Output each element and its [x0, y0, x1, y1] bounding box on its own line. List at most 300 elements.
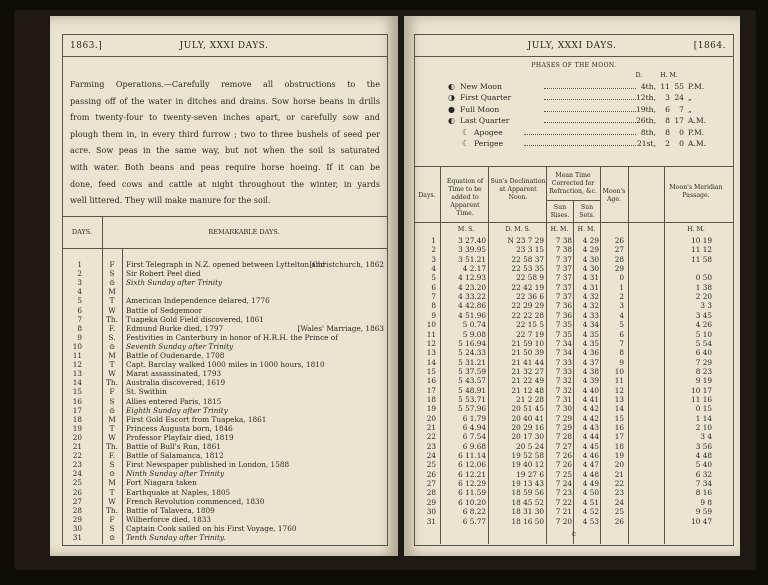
day-number: 10 [72, 341, 82, 351]
event-text: Battle of Salamanca, 1812 [126, 451, 224, 461]
sun-sets-cell: 4 32 [582, 301, 599, 311]
event-text: French Revolution commenced, 1830 [126, 496, 265, 506]
moon-phase-row [444, 128, 734, 139]
day-number: 22 [72, 451, 82, 461]
meridian-cell: 10 19 [691, 236, 712, 245]
weekday: ⊙ [108, 278, 116, 288]
moon-phase-hour: 6 [665, 104, 670, 114]
day-number: 31 [72, 533, 82, 542]
day-cell: 26 [426, 469, 436, 479]
meridian-cell: 2 10 [695, 423, 712, 432]
moon-phase-day: 26th, [635, 116, 656, 126]
sun-sets-cell: 4 40 [582, 385, 599, 395]
sun-sets-cell: 4 35 [582, 329, 599, 339]
declination-cell: 21 41 44 [511, 357, 544, 367]
farming-line: acre. Sow peas in the same way, but not when the soil is saturated [70, 145, 380, 156]
remarkable-days-list [62, 260, 386, 542]
sun-sets-cell: 4 35 [582, 338, 599, 348]
event-text: Marat assassinated, 1793 [126, 369, 222, 379]
unit-label: D. M. S. [505, 226, 531, 233]
declination-cell: 22 58 9 [516, 273, 544, 283]
equation-cell: 6 12.29 [458, 479, 486, 489]
equation-cell: 3 27.40 [458, 236, 486, 245]
remarkable-day-row [62, 460, 386, 469]
moon-age-cell: 21 [614, 469, 624, 479]
declination-cell: N 23 7 29 [507, 236, 544, 245]
meridian-cell: 6 32 [695, 469, 712, 479]
equation-cell: 6 9.68 [462, 441, 486, 451]
weekday: S. [108, 332, 116, 342]
weekday: T [109, 296, 115, 306]
ephemeris-row [404, 339, 740, 348]
event-text: Tuapeka Gold Field discovered, 1861 [126, 314, 264, 324]
equation-cell: 6 12.06 [458, 460, 486, 470]
weekday: S [109, 460, 115, 470]
meridian-cell: 9 19 [695, 376, 712, 386]
equation-cell: 6 11.59 [458, 488, 486, 498]
equation-cell: 5 16.94 [458, 338, 486, 348]
farming-line: done, feed cows and cattle at night throughout the winter, in yards [70, 178, 380, 189]
ephemeris-row [404, 432, 740, 441]
farming-line: plough them in, in every third furrow ; two to three bushels of seed per [70, 128, 380, 139]
declination-cell: 21 2 28 [516, 394, 544, 404]
remarkable-days-header: REMARKABLE DAYS. [208, 228, 280, 236]
meridian-cell: 0 50 [695, 273, 712, 283]
day-cell: 13 [426, 348, 436, 358]
sun-sets-cell: 4 45 [582, 441, 599, 451]
moon-phase-day: 19th, [635, 104, 656, 114]
unit-label: M. S. [457, 226, 475, 233]
event-text: First Gold Escort from Tuapeka, 1861 [126, 414, 267, 424]
day-cell: 23 [426, 441, 436, 451]
phases-title: PHASES OF THE MOON. [531, 62, 617, 69]
moon-age-cell: 15 [614, 413, 624, 423]
day-number: 17 [72, 405, 82, 415]
event-text: Edmund Burke died, 1797 [126, 323, 224, 333]
sun-rises-cell: 7 22 [555, 497, 572, 507]
days-column-header: DAYS. [71, 228, 93, 236]
event-text: Ninth Sunday after Trinity [126, 469, 225, 479]
weekday: T [109, 487, 115, 497]
weekday: T [109, 360, 115, 370]
moon-phase-ampm: P.M. [688, 127, 705, 137]
meridian-cell: 4 26 [695, 320, 712, 330]
moon-age-cell: 14 [614, 404, 624, 414]
day-number: 7 [77, 314, 82, 324]
day-cell: 28 [426, 488, 436, 498]
equation-cell: 4 51.96 [458, 310, 486, 320]
unit-label: H. M. [577, 226, 596, 233]
left-page-year: 1863.] [70, 41, 103, 51]
sun-sets-cell: 4 30 [582, 254, 599, 264]
equation-cell: 6 8.22 [462, 507, 486, 517]
weekday: W [108, 432, 116, 442]
remarkable-day-row [62, 296, 386, 305]
event-text: Tenth Sunday after Trinity. [126, 533, 226, 542]
event-text: Sir Robert Peel died [126, 269, 201, 279]
equation-cell: 5 43.57 [458, 376, 486, 386]
meridian-cell: 2 20 [695, 292, 712, 302]
sun-rises-cell: 7 32 [555, 376, 572, 386]
day-cell: 11 [426, 329, 436, 339]
sun-rises-cell: 7 27 [555, 441, 572, 451]
day-number: 11 [72, 351, 82, 360]
weekday: F. [108, 323, 116, 333]
event-text: Princess Augusta born, 1846 [126, 423, 233, 433]
sun-sets-cell: 4 50 [582, 488, 599, 498]
remarkable-day-row [62, 433, 386, 442]
day-cell: 12 [426, 338, 436, 348]
sun-rises-cell: 7 24 [555, 479, 572, 489]
moon-age-cell: 27 [614, 245, 624, 255]
ephemeris-row [404, 488, 740, 497]
day-cell: 1 [431, 236, 436, 245]
day-number: 29 [72, 514, 82, 524]
equation-cell: 3 51.21 [458, 254, 486, 264]
day-number: 9 [77, 332, 82, 342]
remarkable-day-row [62, 351, 386, 360]
remarkable-day-row [62, 306, 386, 315]
left-page-title: JULY, XXXI DAYS. [179, 41, 269, 51]
event-text: Festivities in Canterbury in honor of H.R.H. the Prince of [126, 332, 338, 342]
moon-age-header: Moon's Age. [602, 188, 626, 203]
sun-rises-cell: 7 38 [555, 245, 572, 255]
dot-leader [524, 139, 636, 146]
day-number: 16 [72, 396, 82, 406]
equation-cell: 3 39.95 [458, 245, 486, 255]
equation-cell: 6 5.77 [462, 516, 486, 526]
ephemeris-row [404, 404, 740, 413]
open-book [14, 10, 756, 570]
weekday: Th. [106, 505, 118, 515]
meridian-cell: 0 15 [695, 404, 712, 414]
meridian-cell: 8 16 [695, 488, 712, 498]
moon-phase-row [444, 116, 734, 127]
sun-sets-cell: 4 46 [582, 451, 599, 461]
moon-phase-minute: 0 [679, 139, 684, 148]
right-page-title: JULY, XXXI DAYS. [527, 41, 617, 51]
unit-label: H. M. [550, 226, 569, 233]
meridian-cell: 3 3 [700, 301, 712, 311]
ephemeris-row [404, 348, 740, 357]
moon-age-cell: 6 [619, 329, 624, 339]
ephemeris-row [404, 330, 740, 339]
day-cell: 18 [426, 394, 436, 404]
remarkable-day-row [62, 506, 386, 515]
weekday: S [109, 269, 115, 279]
sun-rises-cell: 7 26 [555, 460, 572, 470]
ephemeris-row [404, 273, 740, 282]
remarkable-day-row [62, 488, 386, 497]
sun-rises-cell: 7 21 [555, 507, 572, 517]
meridian-cell: 5 54 [695, 338, 712, 348]
moon-phase-name: Apogee [474, 127, 503, 137]
meridian-cell: 3 45 [695, 310, 712, 320]
sun-sets-cell: 4 52 [582, 507, 599, 517]
moon-age-cell: 26 [614, 516, 624, 526]
meridian-cell: 3 4 [700, 432, 712, 442]
moon-age-cell: 3 [619, 301, 624, 311]
day-number: 3 [77, 278, 82, 288]
day-cell: 14 [426, 357, 436, 367]
moon-phase-day: 12th, [635, 93, 656, 103]
mean-time-header: Mean Time Corrected for Refraction, &c. [549, 172, 597, 195]
day-cell: 21 [426, 423, 436, 432]
day-number: 8 [77, 323, 82, 333]
weekday: ⊙ [108, 405, 116, 415]
moon-age-cell: 23 [614, 488, 624, 498]
meridian-cell: 7 29 [695, 357, 712, 367]
declination-cell: 21 12 48 [511, 385, 544, 395]
event-text: First Newspaper published in London, 1588 [126, 460, 290, 470]
equation-cell: 6 1.79 [462, 413, 486, 423]
weekday: F [109, 514, 115, 524]
day-number: 19 [72, 423, 82, 433]
moon-age-cell: 19 [614, 451, 624, 461]
ephemeris-row [404, 255, 740, 264]
day-number: 20 [72, 432, 82, 442]
ephemeris-row [404, 292, 740, 301]
moon-phase-ampm: „ [688, 93, 692, 103]
declination-cell: 19 13 43 [511, 479, 544, 489]
remarkable-day-row [62, 369, 386, 378]
event-text: Eighth Sunday after Trinity [126, 405, 228, 415]
remarkable-day-row [62, 269, 386, 278]
sun-sets-cell: 4 36 [582, 348, 599, 358]
equation-cell: 5 48.91 [458, 385, 486, 395]
remarkable-day-row [62, 397, 386, 406]
day-cell: 2 [431, 245, 436, 255]
day-number: 24 [72, 469, 82, 479]
day-number: 21 [72, 442, 82, 451]
equation-cell: 5 53.71 [458, 394, 486, 404]
equation-header: Equation of Time to be added to Apparent Time. [446, 178, 484, 217]
day-cell: 3 [431, 254, 436, 264]
moon-age-cell: 9 [619, 357, 624, 367]
farming-line: passing off of the water in ditches and drains. Sow horse beans in drills [70, 95, 380, 106]
sun-sets-cell: 4 29 [582, 245, 599, 255]
ephemeris-row [404, 498, 740, 507]
sun-sets-cell: 4 48 [582, 469, 599, 479]
declination-cell: 22 15 5 [516, 320, 544, 330]
moon-age-cell: 20 [614, 460, 624, 470]
event-text: Wilberforce died, 1833 [126, 514, 212, 524]
remarkable-day-row [62, 378, 386, 387]
declination-cell: 21 22 49 [511, 376, 544, 386]
remarkable-day-row [62, 524, 386, 533]
sun-rises-cell: 7 31 [555, 394, 572, 404]
declination-cell: 21 32 27 [511, 366, 544, 376]
weekday: Th. [106, 378, 118, 388]
days-header: Days. [418, 192, 436, 199]
sun-sets-cell: 4 31 [582, 273, 599, 283]
equation-cell: 4 33.22 [458, 292, 486, 302]
equation-cell: 5 0.74 [462, 320, 486, 330]
ephemeris-row [404, 460, 740, 469]
event-text: Battle of Oudenarde, 1708 [126, 351, 225, 360]
weekday: M [108, 478, 116, 488]
sun-rises-cell: 7 29 [555, 423, 572, 432]
day-number: 23 [72, 460, 82, 470]
remarkable-day-row [62, 278, 386, 287]
sun-rises-cell: 7 37 [555, 264, 572, 274]
meridian-cell: 10 47 [691, 516, 712, 526]
meridian-header: Moon's Meridian Passage. [669, 184, 723, 199]
moon-phase-hour: 8 [665, 116, 670, 126]
declination-cell: 22 7 19 [516, 329, 544, 339]
day-cell: 9 [431, 310, 436, 320]
remarkable-day-row [62, 469, 386, 478]
remarkable-day-row [62, 324, 386, 333]
meridian-cell: 1 38 [695, 282, 712, 292]
event-text: Fort Niagara taken [126, 478, 197, 488]
day-cell: 5 [431, 273, 436, 283]
declination-cell: 22 53 35 [511, 264, 544, 274]
farming-line: Farming Operations.—Carefully remove all obstructions to the [70, 79, 380, 89]
phases-col-d: D. [635, 72, 643, 79]
moon-phase-name: Perigee [474, 139, 504, 148]
ephemeris-row [404, 245, 740, 254]
sun-rises-cell: 7 33 [555, 366, 572, 376]
declination-header: Sun's Declination at Apparent Noon. [490, 178, 546, 201]
ephemeris-row [404, 236, 740, 245]
sun-rises-cell: 7 20 [555, 516, 572, 526]
remarkable-day-row [62, 333, 386, 342]
ephemeris-table [404, 236, 740, 526]
page-signature: c [572, 530, 576, 538]
ephemeris-row [404, 367, 740, 376]
remarkable-day-row [62, 497, 386, 506]
sun-rises-cell: 7 30 [555, 404, 572, 414]
remarkable-day-row [62, 342, 386, 351]
farming-line: well littered. They will make manure for the soil. [70, 195, 271, 206]
day-cell: 19 [426, 404, 436, 414]
moon-phase-row [444, 105, 734, 116]
sun-sets-cell: 4 44 [582, 432, 599, 442]
declination-cell: 19 52 58 [511, 451, 544, 461]
ephemeris-row [404, 395, 740, 404]
ephemeris-row [404, 264, 740, 273]
sun-rises-cell: 7 29 [555, 413, 572, 423]
remarkable-day-row [62, 260, 386, 269]
day-number: 5 [77, 296, 82, 306]
event-text: Battle of Bull's Run, 1861 [126, 442, 221, 451]
event-text: Seventh Sunday after Trinity [126, 341, 234, 351]
meridian-cell: 4 48 [695, 451, 712, 461]
sun-rises-cell: 7 37 [555, 273, 572, 283]
moon-phase-minute: 7 [679, 104, 684, 114]
dot-leader [524, 128, 636, 135]
day-cell: 27 [426, 479, 436, 489]
event-text: Earthquake at Naples, 1805 [126, 487, 231, 497]
moon-age-cell: 28 [614, 254, 624, 264]
declination-cell: 22 22 28 [511, 310, 544, 320]
moon-age-cell: 1 [619, 282, 624, 292]
sun-sets-cell: 4 49 [582, 479, 599, 489]
sun-rises-cell: 7 23 [555, 488, 572, 498]
meridian-cell: 11 12 [691, 245, 712, 255]
sun-rises-cell: 7 36 [555, 310, 572, 320]
weekday: M [108, 414, 116, 424]
declination-cell: 18 45 52 [511, 497, 544, 507]
day-cell: 25 [426, 460, 436, 470]
weekday: ⊙ [108, 341, 116, 351]
meridian-cell: 10 17 [691, 385, 712, 395]
meridian-cell: 11 16 [691, 394, 712, 404]
moon-phase-name: Last Quarter [460, 116, 510, 126]
meridian-cell: 9 8 [700, 497, 712, 507]
event-text: St. Swithin [126, 387, 167, 397]
day-number: 14 [72, 378, 82, 388]
day-cell: 8 [431, 301, 436, 311]
sun-rises-cell: 7 34 [555, 348, 572, 358]
moon-phase-day: 21st, [636, 139, 656, 148]
remarkable-day-row [62, 287, 386, 296]
sun-sets-cell: 4 29 [582, 236, 599, 245]
moon-phase-ampm: „ [688, 104, 692, 114]
day-number: 2 [77, 269, 82, 279]
sun-sets-cell: 4 41 [582, 394, 599, 404]
equation-cell: 4 12.93 [458, 273, 486, 283]
moon-age-cell: 7 [619, 338, 624, 348]
sun-rises-cell: 7 37 [555, 292, 572, 302]
moon-age-cell: 29 [614, 264, 624, 274]
event-continuation: [Wales' Marriage, 1863 [297, 323, 384, 333]
moon-phase-name: New Moon [460, 82, 502, 91]
day-cell: 30 [426, 507, 436, 517]
moon-age-cell: 24 [614, 497, 624, 507]
weekday: Th. [106, 442, 118, 451]
day-cell: 29 [426, 497, 436, 507]
sun-sets-cell: 4 37 [582, 357, 599, 367]
declination-cell: 20 40 41 [511, 413, 544, 423]
equation-cell: 6 12.21 [458, 469, 486, 479]
sun-sets-header: Sun Sets. [579, 204, 595, 219]
weekday: F [109, 387, 115, 397]
event-text: Battle of Talavera, 1809 [126, 505, 215, 515]
day-cell: 22 [426, 432, 436, 442]
declination-cell: 23 3 15 [516, 245, 544, 255]
day-cell: 16 [426, 376, 436, 386]
declination-cell: 22 36 6 [516, 292, 544, 302]
day-cell: 7 [431, 292, 436, 302]
moon-age-cell: 25 [614, 507, 624, 517]
moon-age-cell: 2 [619, 292, 624, 302]
day-number: 12 [72, 360, 82, 370]
meridian-cell: 5 10 [695, 329, 712, 339]
day-cell: 31 [426, 516, 436, 526]
event-text: Battle of Sedgemoor [126, 305, 203, 315]
sun-rises-cell: 7 37 [555, 254, 572, 264]
ephemeris-row [404, 301, 740, 310]
equation-cell: 4 2.17 [462, 264, 486, 274]
ephemeris-row [404, 442, 740, 451]
remarkable-day-row [62, 387, 386, 396]
equation-cell: 5 24.33 [458, 348, 486, 358]
meridian-cell: 8 23 [695, 366, 712, 376]
moon-age-cell: 17 [614, 432, 624, 442]
moon-phase-row [444, 139, 734, 150]
ephemeris-row [404, 507, 740, 516]
declination-cell: 20 29 16 [511, 423, 544, 432]
sun-sets-cell: 4 30 [582, 264, 599, 274]
moon-phase-row [444, 93, 734, 104]
declination-cell: 18 59 56 [511, 488, 544, 498]
moon-phase-ampm: A.M. [688, 116, 707, 126]
ephemeris-row [404, 311, 740, 320]
day-number: 27 [72, 496, 82, 506]
equation-cell: 5 57.96 [458, 404, 486, 414]
